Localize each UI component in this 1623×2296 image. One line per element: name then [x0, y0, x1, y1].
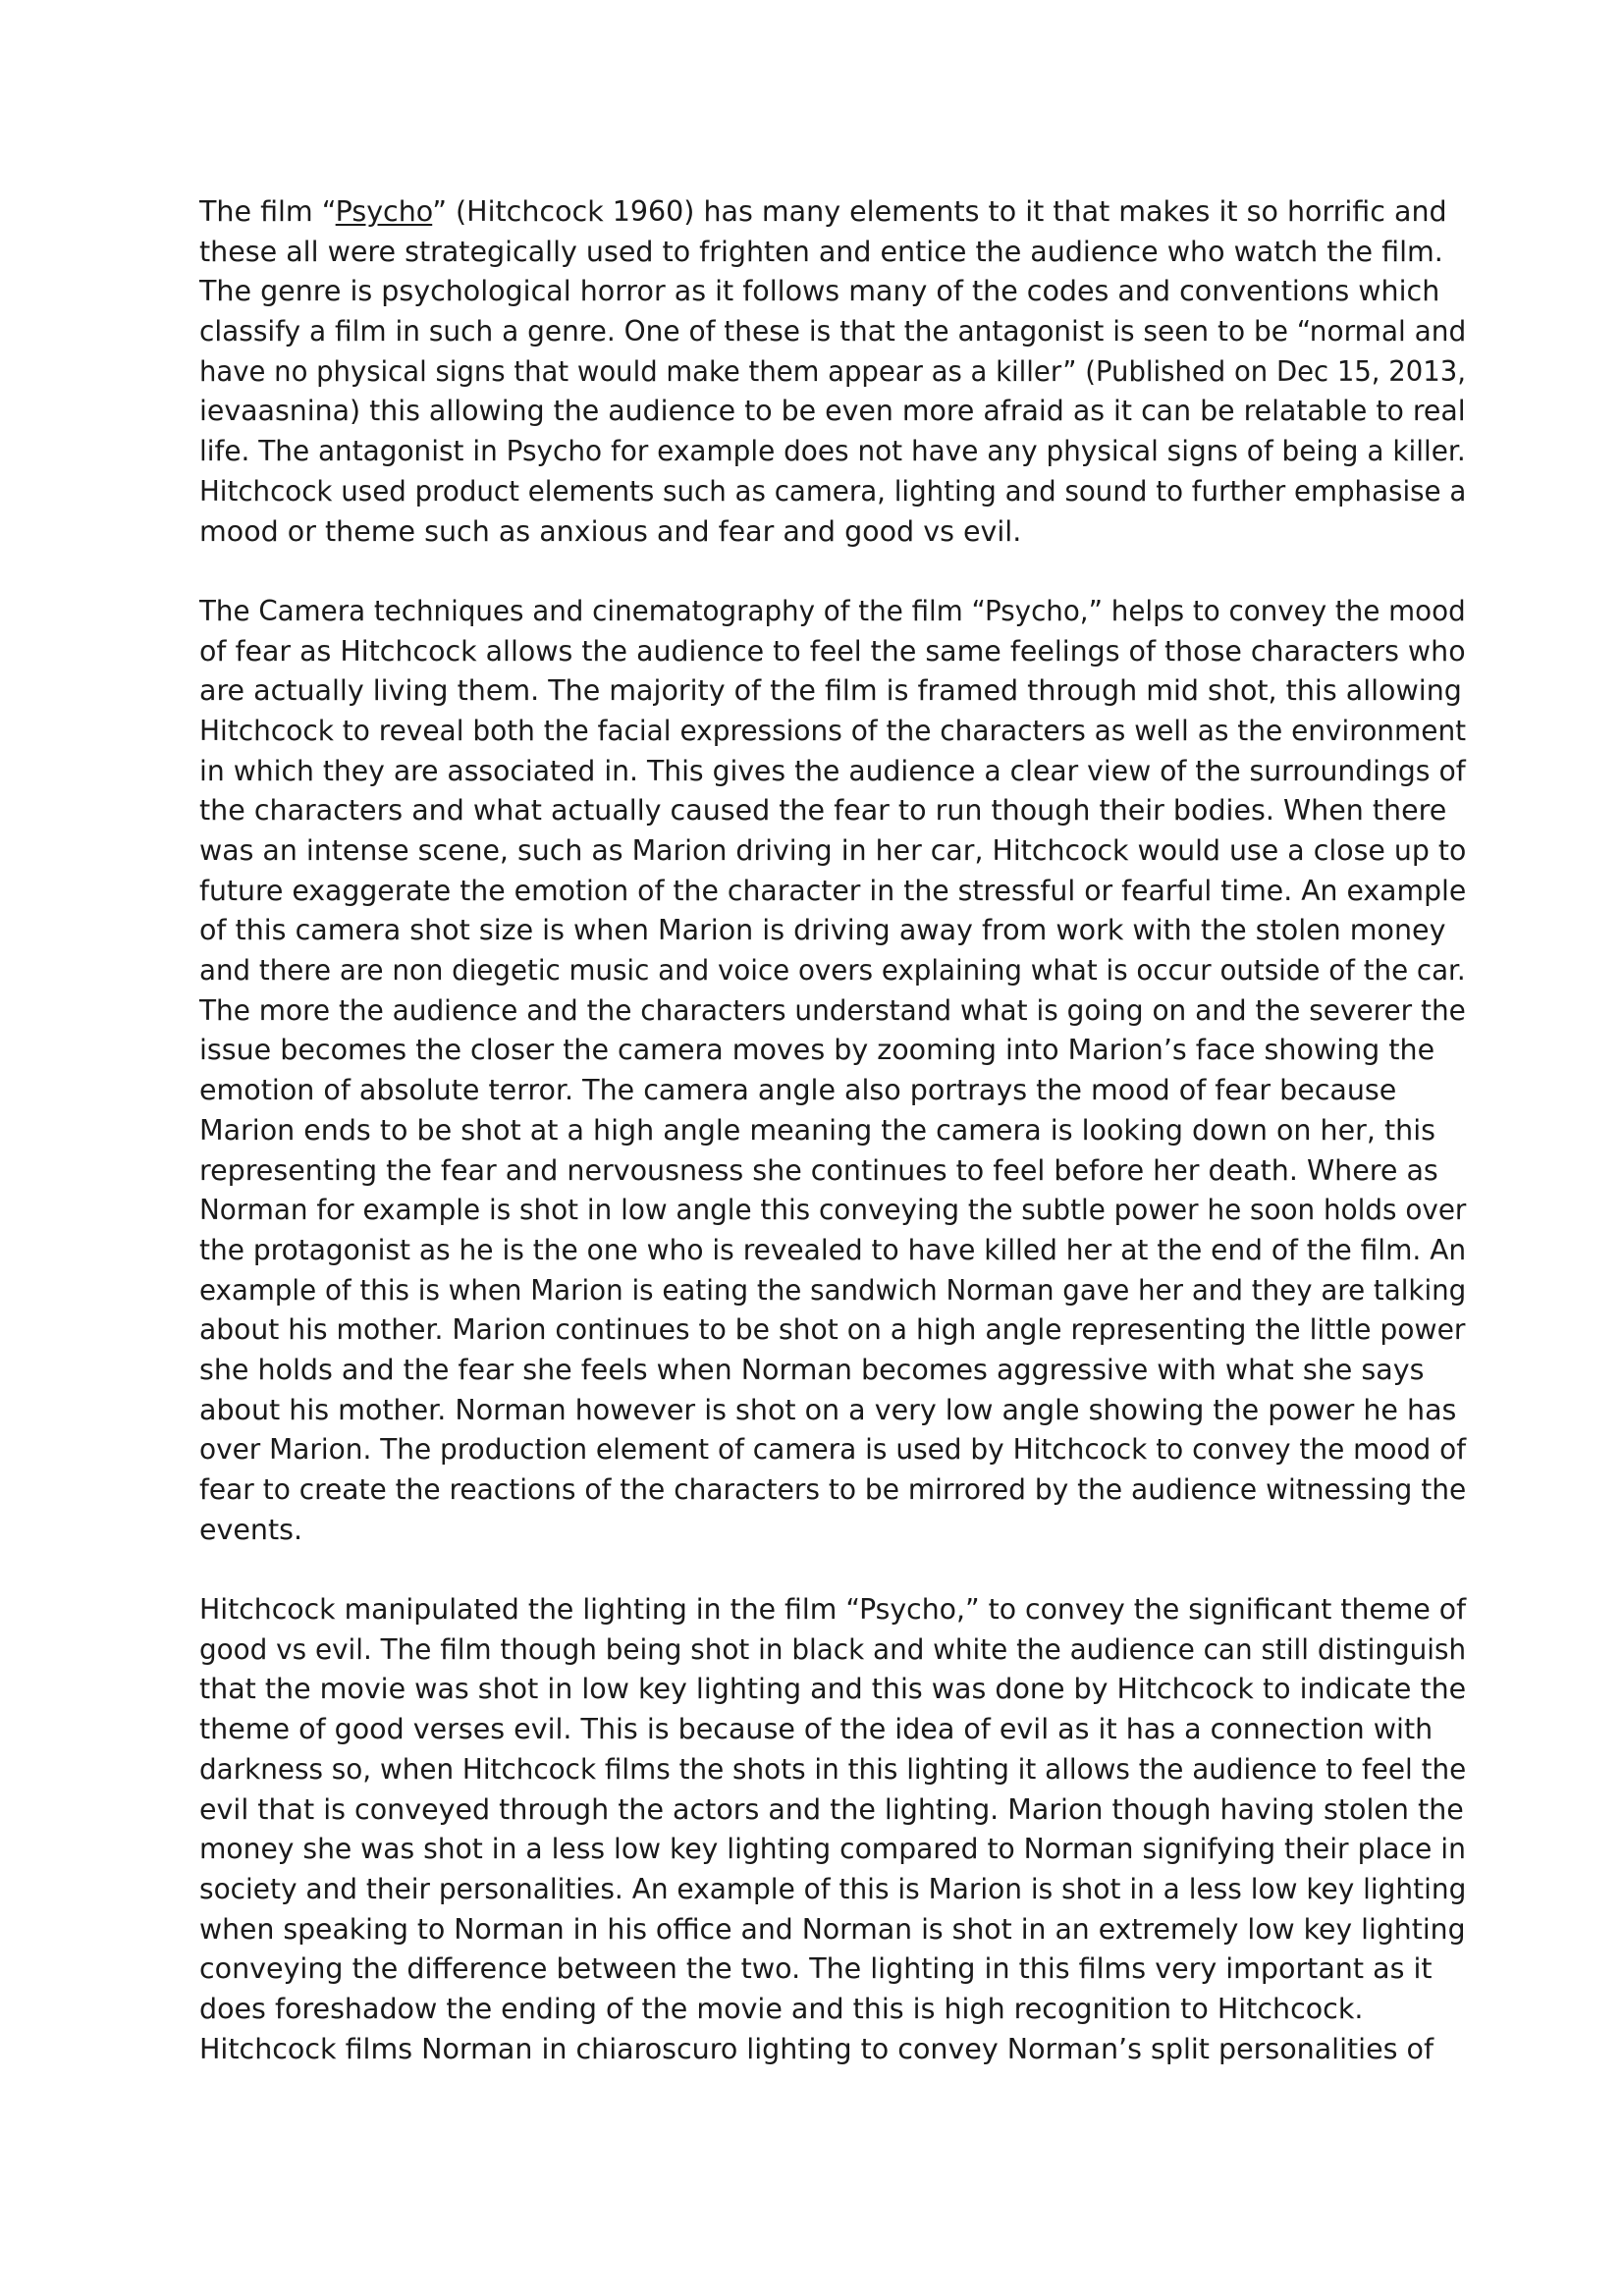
text-line	[199, 1750, 1467, 1790]
text-line	[199, 911, 1476, 951]
text-line	[199, 752, 1466, 792]
text-run: evil that is conveyed through the actors and the lighting. Marion though having stolen the	[199, 1792, 1464, 1826]
text-line	[199, 1391, 1476, 1431]
text-run: does foreshadow the ending of the movie and this is high recognition to Hitchcock.	[199, 1992, 1364, 2025]
text-line	[199, 791, 1476, 831]
text-run: Norman for example is shot in low angle this conveying the subtle power he soon holds over	[199, 1194, 1467, 1227]
text-run: life. The antagonist in Psycho for example does not have any physical signs of being a killer.	[199, 435, 1466, 468]
text-run: example of this is when Marion is eating the sandwich Norman gave her and they are talking	[199, 1273, 1467, 1307]
text-line	[199, 1710, 1476, 1750]
text-run: ievaasnina) this allowing the audience to be even more afraid as it can be relatable to real	[199, 395, 1466, 428]
text-line	[199, 831, 1471, 872]
text-line	[199, 1630, 1467, 1671]
text-line	[199, 632, 1473, 672]
text-run: of fear as Hitchcock allows the audience to feel the same feelings of those characters who	[199, 634, 1466, 667]
text-run: classify a film in such a genre. One of these is that the antagonist is seen to be “normal and	[199, 315, 1467, 348]
text-run: of this camera shot size is when Marion is driving away from work with the stolen money	[199, 914, 1446, 947]
text-line	[199, 1511, 1476, 1551]
text-line	[199, 272, 1476, 312]
text-run: The film “	[199, 195, 336, 228]
text-line	[199, 1949, 1476, 1990]
text-run: in which they are associated in. This gives the audience a clear view of the surroundings of	[199, 754, 1466, 787]
underlined-title: Psycho	[335, 195, 433, 228]
text-run: mood or theme such as anxious and fear and good vs evil.	[199, 514, 1022, 548]
text-line	[199, 1191, 1467, 1231]
text-line	[199, 192, 1476, 233]
paragraph	[199, 592, 1476, 1551]
text-line	[199, 1590, 1467, 1630]
text-line	[199, 1310, 1466, 1351]
text-run: and there are non diegetic music and voice overs explaining what is occur outside of the car.	[199, 954, 1466, 988]
text-line	[199, 233, 1476, 273]
text-run: about his mother. Marion continues to be shot on a high angle representing the little power	[199, 1313, 1466, 1347]
text-run: good vs evil. The film though being shot in black and white the audience can still distinguish	[199, 1632, 1467, 1666]
text-run: over Marion. The production element of camera is used by Hitchcock to convey the mood of	[199, 1433, 1467, 1467]
text-line	[199, 1031, 1476, 1071]
text-line	[199, 1870, 1467, 1910]
text-run: society and their personalities. An example of this is Marion is shot in a less low key lighting	[199, 1872, 1467, 1905]
text-line	[199, 1470, 1467, 1511]
text-run: darkness so, when Hitchcock films the shots in this lighting it allows the audience to feel the	[199, 1752, 1467, 1786]
text-line	[199, 592, 1466, 632]
text-line	[199, 2030, 1476, 2070]
text-run: emotion of absolute terror. The camera angle also portrays the mood of fear because	[199, 1074, 1397, 1107]
paragraph	[199, 1590, 1476, 2069]
text-run: about his mother. Norman however is shot on a very low angle showing the power he has	[199, 1393, 1457, 1426]
text-run: ” (Hitchcock 1960) has many elements to it that makes it so horrific and	[432, 195, 1447, 228]
text-run: are actually living them. The majority of the film is framed through mid shot, this allowing	[199, 674, 1462, 708]
text-run: she holds and the fear she feels when Norman becomes aggressive with what she says	[199, 1353, 1425, 1386]
text-line	[199, 991, 1466, 1032]
text-run: issue becomes the closer the camera moves by zooming into Marion’s face showing the	[199, 1034, 1435, 1067]
text-run: the characters and what actually caused the fear to run though their bodies. When there	[199, 794, 1447, 828]
text-line	[199, 1430, 1467, 1470]
text-line	[199, 472, 1467, 512]
text-run: Hitchcock manipulated the lighting in the film “Psycho,” to convey the significant theme of	[199, 1593, 1467, 1627]
text-line	[199, 1271, 1467, 1311]
text-line	[199, 312, 1467, 352]
text-run: have no physical signs that would make them appear as a killer” (Published on Dec 15, 2013,	[199, 354, 1466, 388]
text-run: The more the audience and the characters understand what is going on and the severer the	[199, 993, 1466, 1027]
text-line	[199, 352, 1466, 393]
text-line	[199, 1790, 1476, 1831]
text-run: future exaggerate the emotion of the character in the stressful or fearful time. An example	[199, 874, 1467, 907]
text-line	[199, 1231, 1467, 1271]
text-run: Marion ends to be shot at a high angle meaning the camera is looking down on her, this	[199, 1113, 1435, 1147]
text-run: The genre is psychological horror as it follows many of the codes and conventions which	[199, 275, 1440, 308]
text-run: fear to create the reactions of the characters to be mirrored by the audience witnessing the	[199, 1473, 1467, 1506]
text-run: Hitchcock to reveal both the facial expressions of the characters as well as the environment	[199, 714, 1467, 747]
text-line	[199, 1111, 1476, 1151]
text-run: money she was shot in a less low key lighting compared to Norman signifying their place in	[199, 1833, 1466, 1866]
text-line	[199, 1151, 1476, 1192]
text-line	[199, 1830, 1466, 1870]
text-line	[199, 712, 1467, 752]
essay-body	[199, 192, 1476, 2069]
text-run: conveying the difference between the two. The lighting in this films very important as it	[199, 1952, 1433, 1986]
text-line	[199, 1910, 1466, 1950]
text-run: these all were strategically used to frighten and entice the audience who watch the film.	[199, 235, 1443, 268]
text-line	[199, 512, 1476, 553]
paragraph	[199, 192, 1476, 552]
text-run: when speaking to Norman in his office and Norman is shot in an extremely low key lighting	[199, 1912, 1466, 1946]
text-line	[199, 432, 1466, 472]
text-run: was an intense scene, such as Marion driving in her car, Hitchcock would use a close up to	[199, 834, 1467, 867]
text-line	[199, 951, 1466, 991]
text-run: Hitchcock films Norman in chiaroscuro lighting to convey Norman’s split personalities of	[199, 2032, 1434, 2065]
text-run: representing the fear and nervousness she continues to feel before her death. Where as	[199, 1153, 1438, 1187]
text-line	[199, 392, 1471, 432]
text-run: theme of good verses evil. This is because of the idea of evil as it has a connection with	[199, 1713, 1434, 1746]
text-run: The Camera techniques and cinematography of the film “Psycho,” helps to convey the mood	[199, 594, 1466, 627]
text-run: events.	[199, 1513, 303, 1546]
text-line	[199, 872, 1467, 912]
text-run: the protagonist as he is the one who is revealed to have killed her at the end of the film. An	[199, 1233, 1467, 1266]
text-line	[199, 1990, 1476, 2030]
text-line	[199, 1670, 1475, 1710]
text-run: Hitchcock used product elements such as camera, lighting and sound to further emphasise a	[199, 474, 1467, 507]
text-line	[199, 1071, 1476, 1111]
text-line	[199, 1351, 1476, 1391]
text-line	[199, 671, 1476, 712]
text-run: that the movie was shot in low key lighting and this was done by Hitchcock to indicate the	[199, 1673, 1467, 1706]
